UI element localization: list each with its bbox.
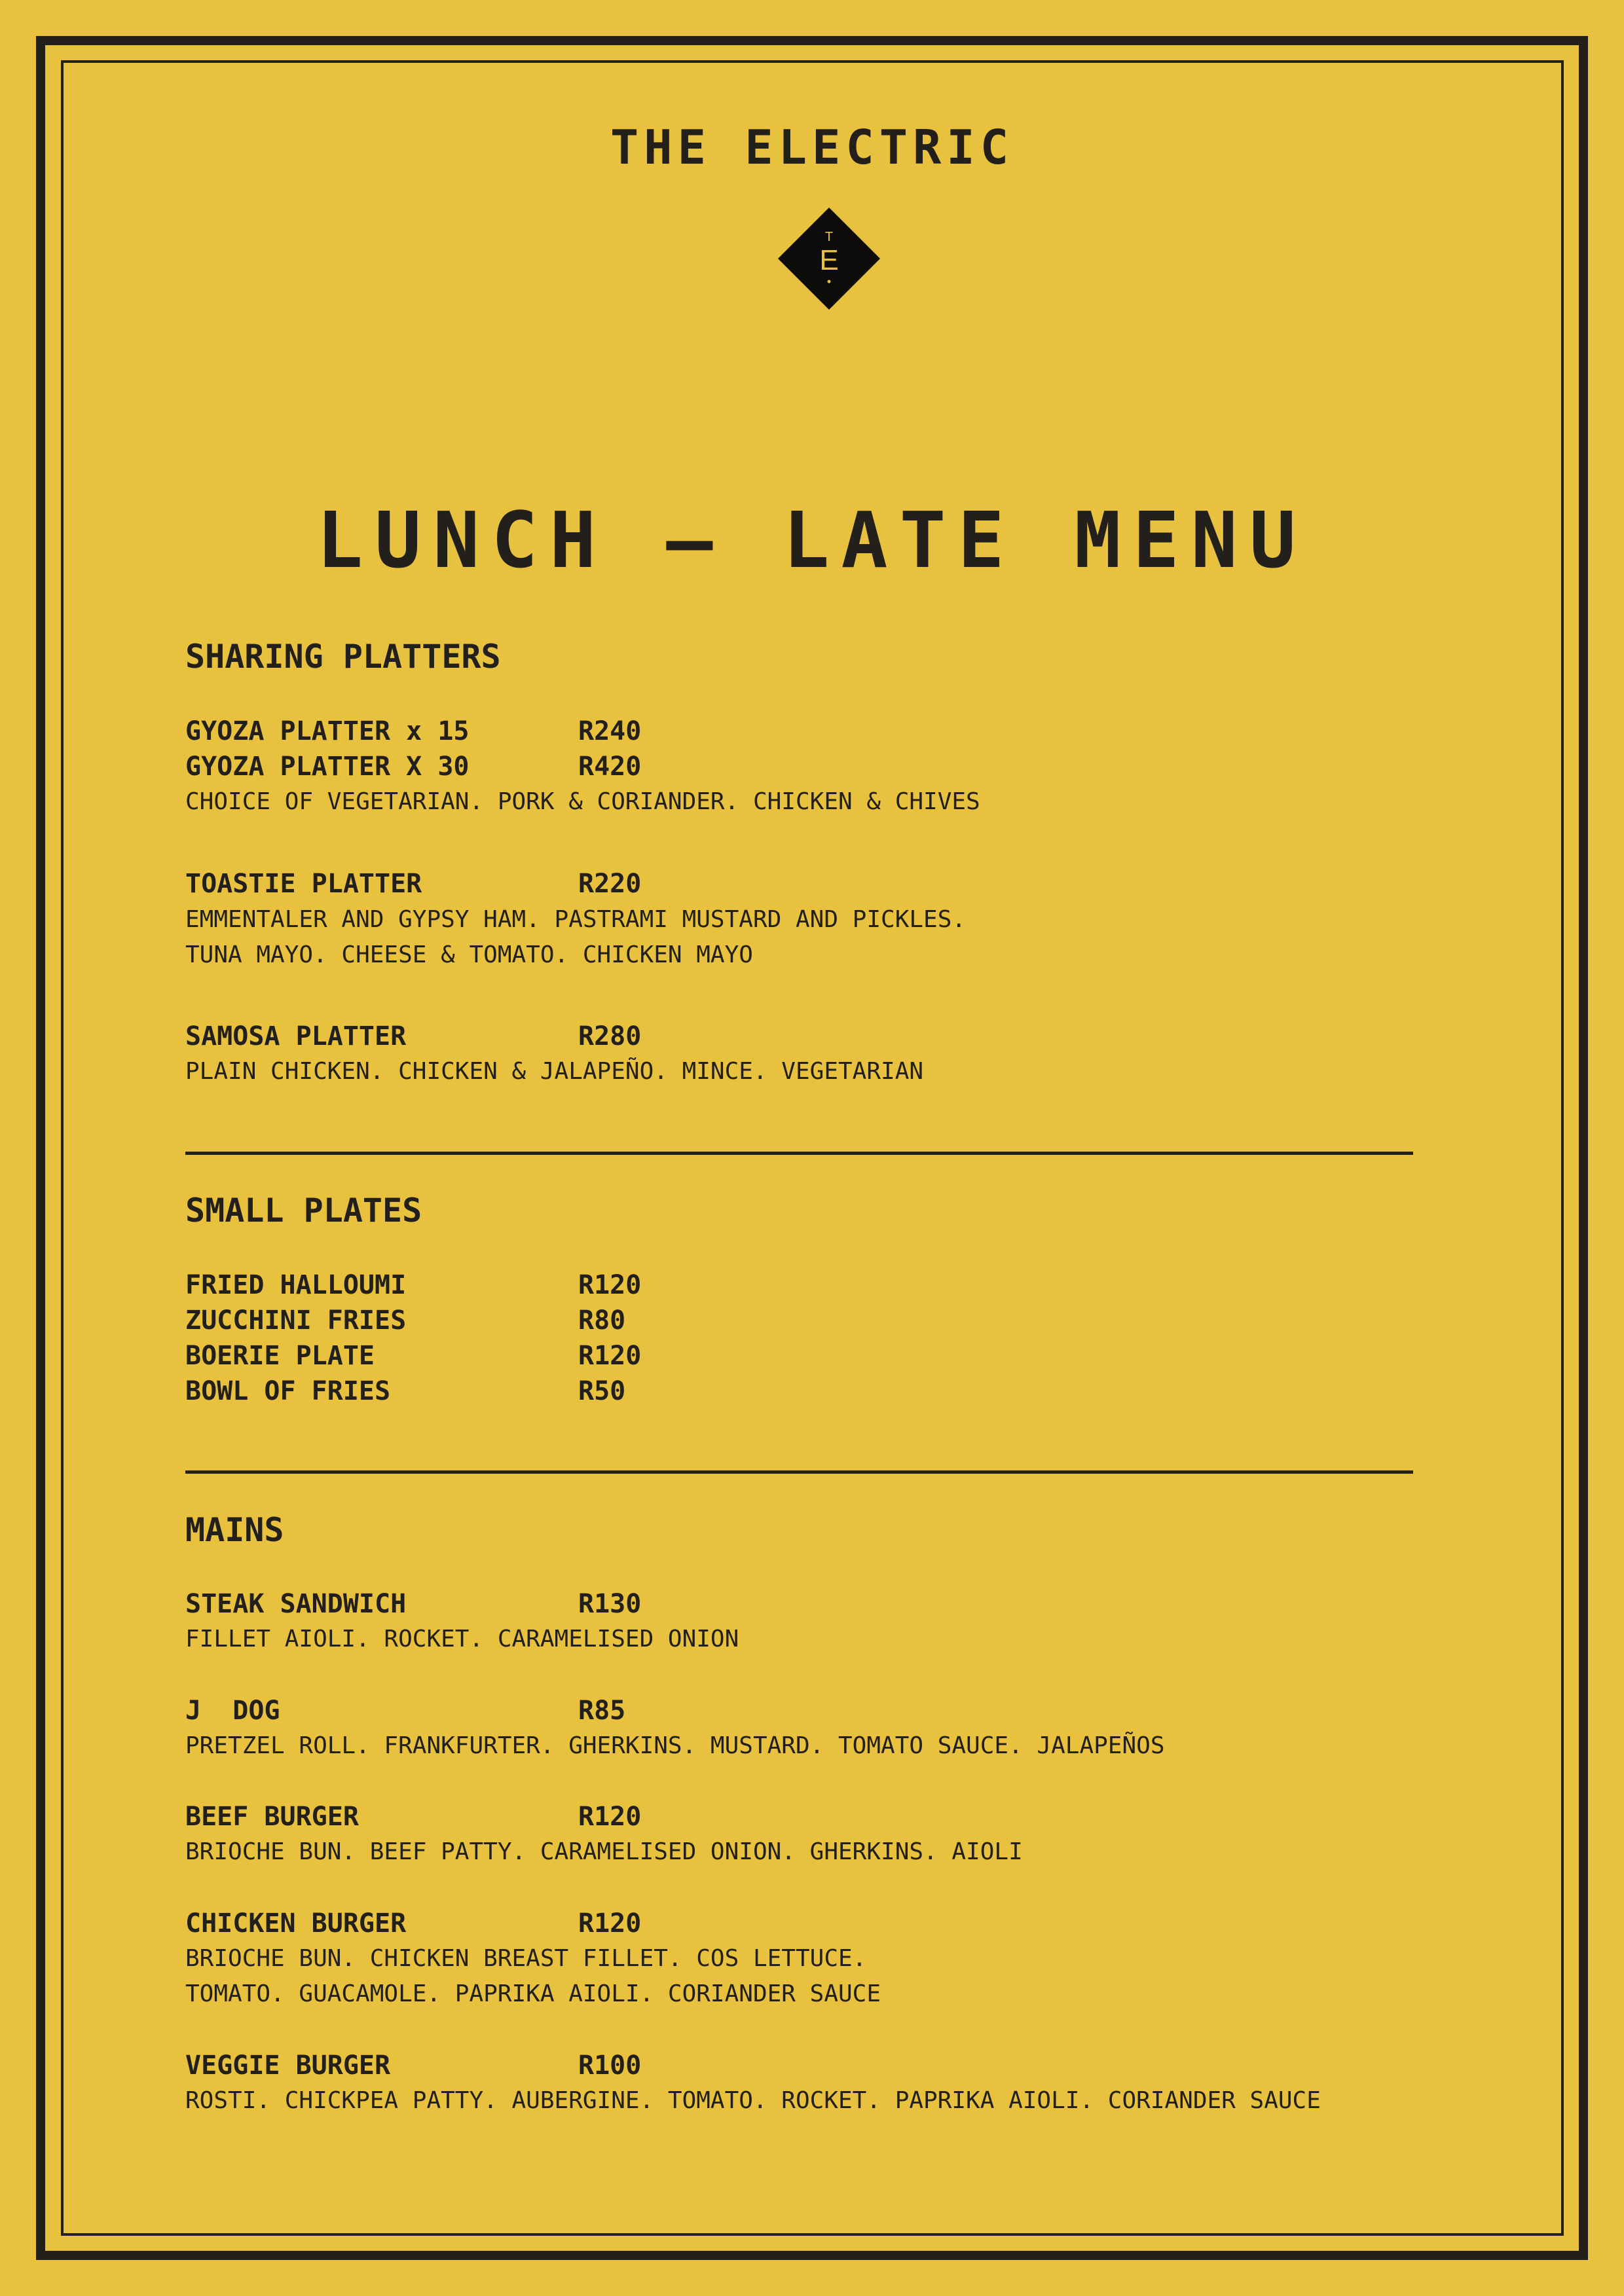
menu-item-description: EMMENTALER AND GYPSY HAM. PASTRAMI MUSTARD AND PICKLES. [185,906,967,933]
menu-item-name: STEAK SANDWICH [185,1589,407,1619]
menu-item-description: PRETZEL ROLL. FRANKFURTER. GHERKINS. MUSTARD. TOMATO SAUCE. JALAPEÑOS [185,1732,1165,1759]
menu-item-description: PLAIN CHICKEN. CHICKEN & JALAPEÑO. MINCE. VEGETARIAN [185,1058,924,1085]
section-divider [185,1152,1413,1155]
section-heading-mains: MAINS [185,1511,284,1549]
brand-name: THE ELECTRIC [610,120,1014,175]
menu-item-price: R120 [578,1802,642,1832]
menu-item-price: R280 [578,1021,642,1051]
menu-item-name: ZUCCHINI FRIES [185,1305,407,1336]
menu-item-description: CHOICE OF VEGETARIAN. PORK & CORIANDER. CHICKEN & CHIVES [185,788,980,815]
menu-item-description: TOMATO. GUACAMOLE. PAPRIKA AIOLI. CORIANDER SAUCE [185,1980,881,2007]
menu-item-price: R240 [578,716,642,746]
menu-item-name: SAMOSA PLATTER [185,1021,407,1051]
menu-item-description: TUNA MAYO. CHEESE & TOMATO. CHICKEN MAYO [185,941,753,968]
logo-diamond-icon [778,208,880,310]
menu-item-price: R80 [578,1305,626,1336]
section-heading-small-plates: SMALL PLATES [185,1192,422,1230]
logo-main-letter: E [819,244,839,276]
menu-item-description: BRIOCHE BUN. BEEF PATTY. CARAMELISED ONION. GHERKINS. AIOLI [185,1838,1023,1865]
section-heading-sharing-platters: SHARING PLATTERS [185,638,501,676]
menu-item-name: BOERIE PLATE [185,1341,375,1371]
logo-top-letter: T [824,230,834,244]
menu-item-price: R120 [578,1908,642,1939]
menu-item-description: ROSTI. CHICKPEA PATTY. AUBERGINE. TOMATO. ROCKET. PAPRIKA AIOLI. CORIANDER SAUCE [185,2087,1321,2114]
section-divider [185,1470,1413,1474]
menu-item-price: R120 [578,1341,642,1371]
menu-item-price: R120 [578,1270,642,1300]
menu-item-name: GYOZA PLATTER x 15 [185,716,470,746]
menu-item-price: R85 [578,1696,626,1726]
menu-item-name: BEEF BURGER [185,1802,359,1832]
menu-item-name: CHICKEN BURGER [185,1908,407,1939]
menu-item-price: R420 [578,752,642,782]
menu-item-name: GYOZA PLATTER X 30 [185,752,470,782]
menu-item-price: R130 [578,1589,642,1619]
logo-bottom-mark: • [826,275,832,288]
menu-item-description: BRIOCHE BUN. CHICKEN BREAST FILLET. COS LETTUCE. [185,1945,867,1972]
menu-item-name: VEGGIE BURGER [185,2050,391,2081]
menu-item-name: TOASTIE PLATTER [185,869,422,899]
menu-item-price: R220 [578,869,642,899]
menu-item-price: R100 [578,2050,642,2081]
menu-title: LUNCH – LATE MENU [316,495,1308,585]
menu-item-name: J DOG [185,1696,280,1726]
menu-item-name: FRIED HALLOUMI [185,1270,407,1300]
menu-item-price: R50 [578,1376,626,1406]
menu-item-name: BOWL OF FRIES [185,1376,391,1406]
menu-item-description: FILLET AIOLI. ROCKET. CARAMELISED ONION [185,1626,739,1652]
